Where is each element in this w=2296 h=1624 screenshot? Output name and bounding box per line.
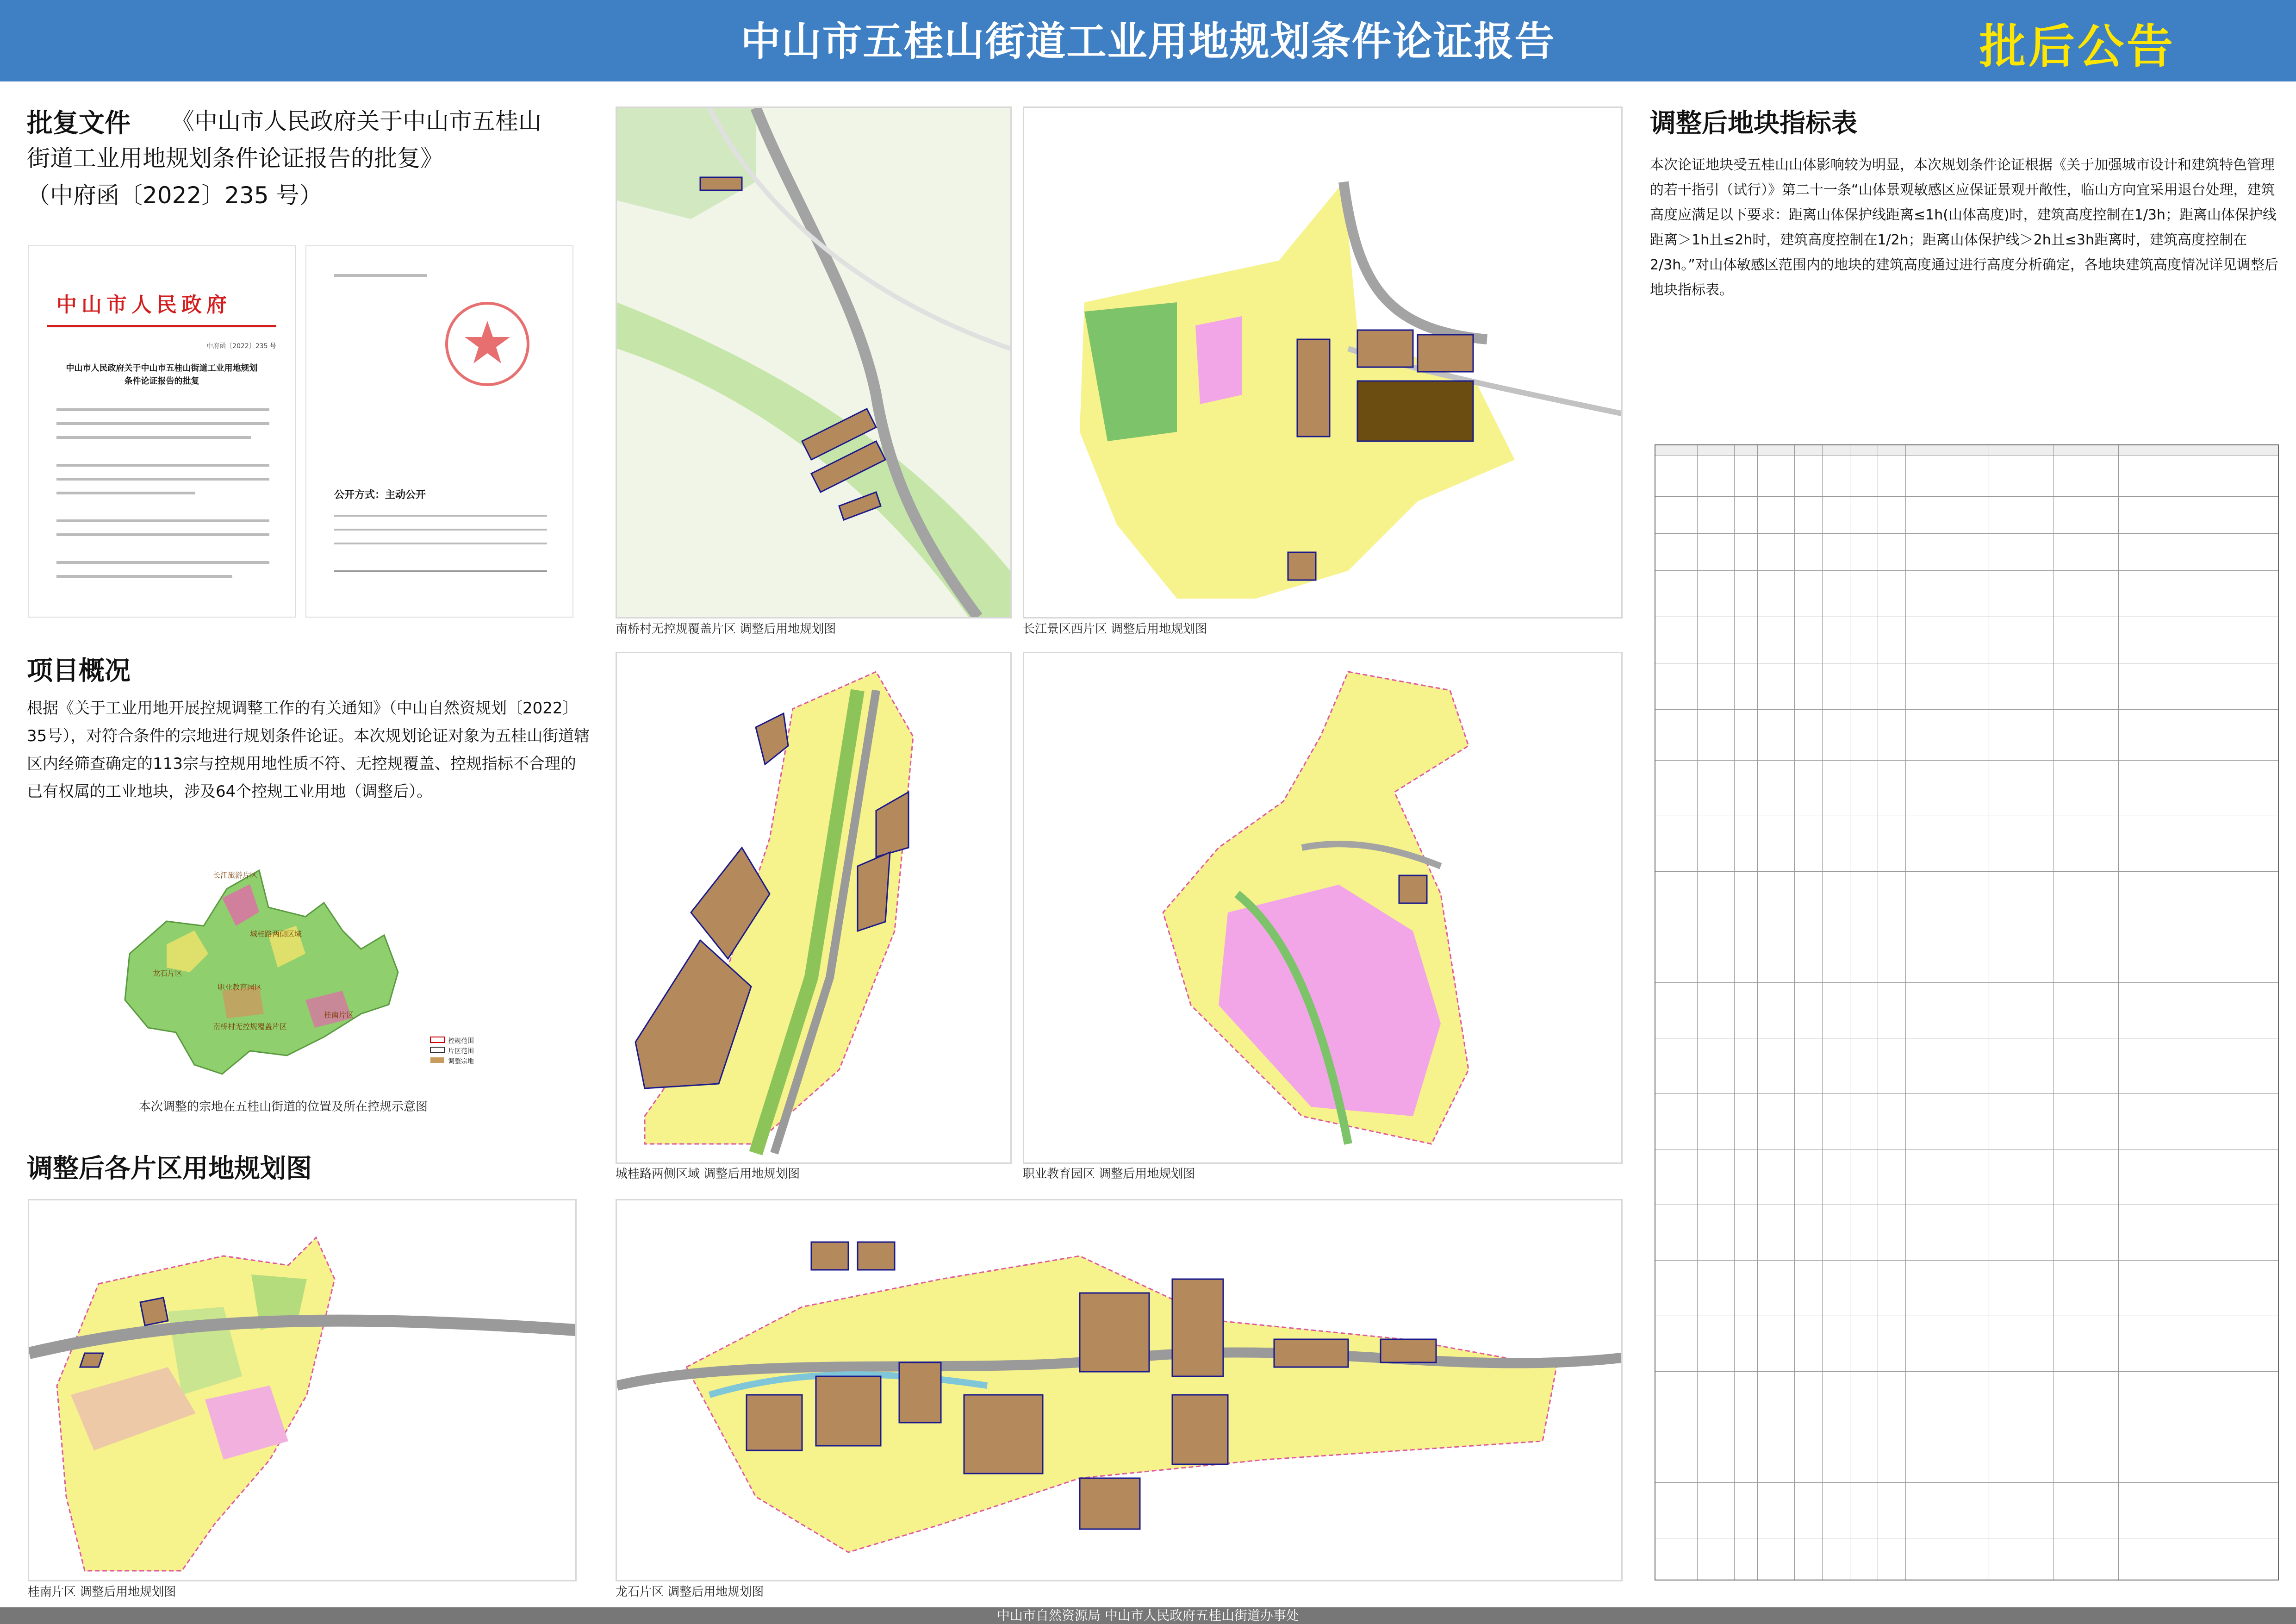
caption-nanqiao: 南桥村无控规覆盖片区 调整后用地规划图	[616, 622, 836, 636]
map-chenggui	[616, 652, 1012, 1164]
approval-line1: 《中山市人民政府关于中山市五桂山	[171, 108, 541, 135]
approval-doc-page-1	[28, 245, 296, 618]
overview-heading: 项目概况	[27, 656, 131, 686]
legend-item-3: 调整宗地	[448, 1058, 474, 1065]
doc-publicity: 公开方式：主动公开	[334, 489, 426, 501]
map-zhiye	[1023, 652, 1623, 1164]
overview-map	[28, 833, 583, 1102]
approval-line2: 街道工业用地规划条件论证报告的批复》	[27, 145, 443, 172]
caption-longshi: 龙石片区 调整后用地规划图	[616, 1585, 764, 1599]
map-label-1: 长江旅游片区	[213, 871, 258, 880]
indicators-text: 本次论证地块受五桂山山体影响较为明显，本次规划条件论证根据《关于加强城市设计和建筑特色管理的若干指引（试行）》第二十一条“山体景观敏感区应保证景观开敞性，临山方向宜采用退台处理，建筑高度应满足以下要求：距离山体保护线距离≤1h(山体高度)时，建筑高度控制在1/3h；距离山体保护线距离＞1h且≤2h时，建筑高度控制在1/2h；距离山体保护线＞2h且≤3h距离时，建筑高度控制在2/3h。”对山体敏感区范围内的地块的建筑高度通过进行高度分析确定，各地块建筑高度情况详见调整后地块指标表。	[1650, 157, 2278, 298]
map-nanqiao	[616, 106, 1012, 618]
approval-doc-page-2	[305, 245, 573, 618]
table-header-row	[1655, 445, 2278, 456]
map-longshi	[616, 1199, 1623, 1581]
page-title: 中山市五桂山街道工业用地规划条件论证报告	[740, 19, 1556, 65]
header-bar	[0, 0, 2296, 81]
approval-heading: 批复文件	[27, 108, 131, 138]
doc-title: 中山市人民政府关于中山市五桂山街道工业用地规划条件论证报告的批复	[66, 363, 258, 386]
caption-zhiye: 职业教育园区 调整后用地规划图	[1023, 1167, 1195, 1181]
map-label-4: 职业教育园区	[218, 983, 262, 992]
footer-bar: 中山市自然资源局 中山市人民政府五桂山街道办事处	[0, 1607, 2296, 1624]
government-seal	[445, 302, 529, 386]
doc-red-rule	[47, 325, 276, 327]
map-label-2: 城桂路两侧区域	[250, 930, 302, 938]
legend-item-2: 片区范围	[448, 1048, 474, 1055]
seal-star-icon	[448, 305, 527, 383]
map-label-6: 桂南片区	[324, 1011, 354, 1019]
map-guinan	[28, 1199, 577, 1581]
notice-badge: 批后公告	[1979, 19, 2176, 74]
indicator-table	[1655, 444, 2279, 1580]
approval-line3: （中府函〔2022〕235 号）	[27, 182, 323, 209]
caption-chenggui: 城桂路两侧区域 调整后用地规划图	[616, 1167, 800, 1181]
doc-gov-header: 中山市人民政府	[56, 293, 231, 317]
map-changjiang	[1023, 106, 1623, 618]
overview-map-caption: 本次调整的宗地在五桂山街道的位置及所在控规示意图	[139, 1100, 428, 1114]
map-label-5: 南桥村无控规覆盖片区	[213, 1022, 287, 1031]
overview-text: 根据《关于工业用地开展控规调整工作的有关通知》（中山自然资规划〔2022〕35号），对符合条件的宗地进行规划条件论证。本次规划论证对象为五桂山街道辖区内经筛查确定的113宗与控规用地性质不符、无控规覆盖、控规指标不合理的已有权属的工业地块，涉及64个控规工业用地（调整后）。	[27, 699, 590, 801]
indicators-heading: 调整后地块指标表	[1650, 108, 1857, 138]
map-label-3: 龙石片区	[153, 969, 183, 978]
caption-changjiang: 长江景区西片区 调整后用地规划图	[1023, 622, 1207, 636]
doc-number: 中府函〔2022〕235 号	[206, 343, 276, 350]
legend-item-1: 控规范围	[448, 1037, 474, 1045]
plans-heading: 调整后各片区用地规划图	[27, 1154, 312, 1184]
caption-guinan: 桂南片区 调整后用地规划图	[28, 1585, 176, 1599]
